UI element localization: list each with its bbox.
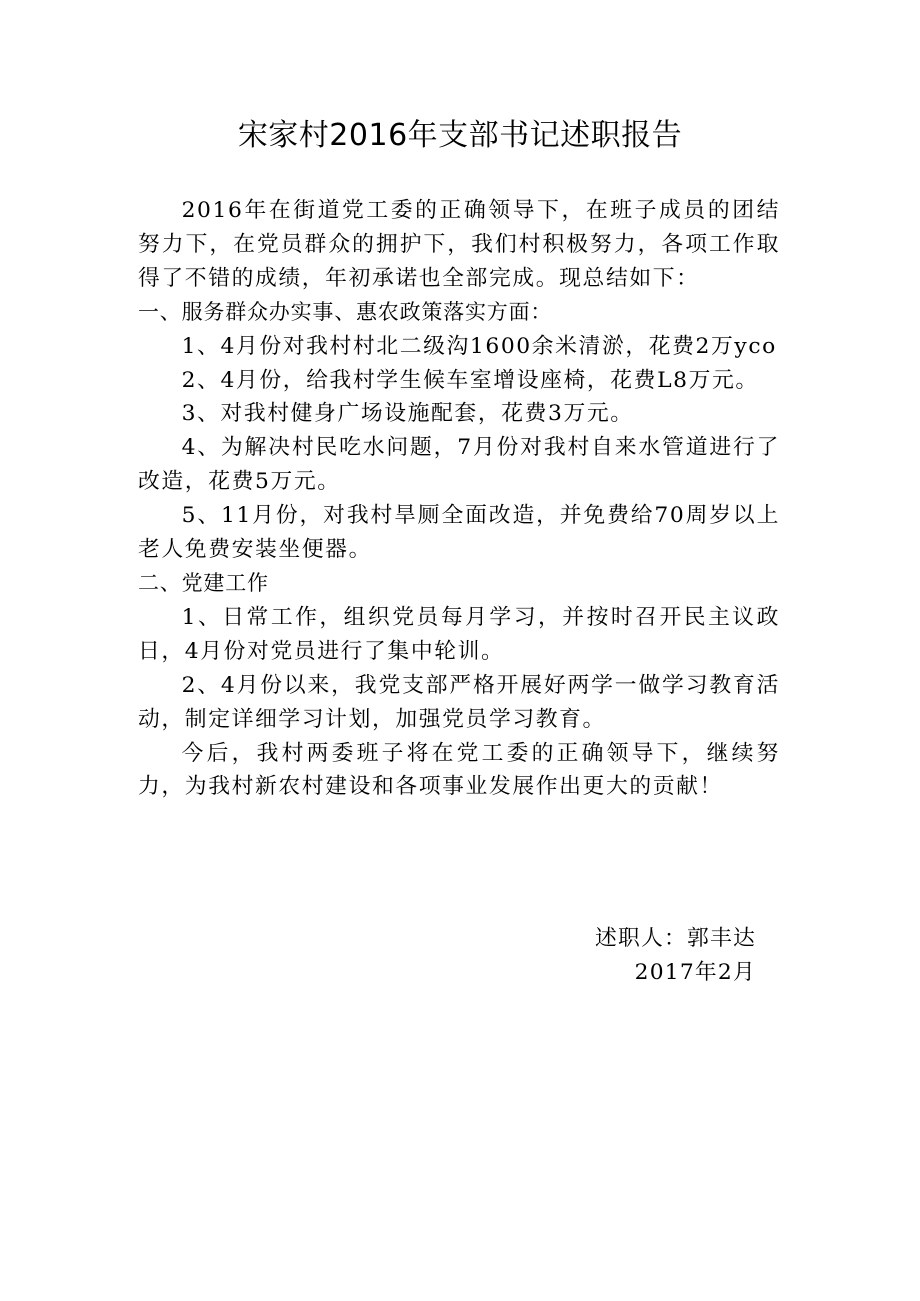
section1-item-4: 4、为解决村民吃水问题，7月份对我村自来水管道进行了改造，花费5万元。: [138, 435, 780, 495]
section1-item-5: 5、11月份，对我村旱厕全面改造，并免费给70周岁以上老人免费安装坐便器。: [138, 503, 780, 563]
intro-paragraph: 2016年在街道党工委的正确领导下，在班子成员的团结努力下，在党员群众的拥护下，我们村积极努力，各项工作取得了不错的成绩，年初承诺也全部完成。现总结如下：: [138, 198, 780, 291]
section2-item-2: 2、4月份以来，我党支部严格开展好两学一做学习教育活动，制定详细学习计划，加强党员学习教育。: [138, 672, 780, 732]
section-heading-1: 一、服务群众办实事、惠农政策落实方面：: [138, 299, 553, 324]
section-heading-2: 二、党建工作: [138, 570, 269, 595]
closing-paragraph: 今后，我村两委班子将在党工委的正确领导下，继续努力，为我村新农村建设和各项事业发展作出更大的贡献！: [138, 740, 780, 800]
document-body: [138, 194, 780, 804]
section2-item-1: 1、日常工作，组织党员每月学习，并按时召开民主议政日，4月份对党员进行了集中轮训。: [138, 604, 780, 664]
section1-item-3: 3、对我村健身广场设施配套，花费3万元。: [181, 401, 634, 427]
signature-date: 2017年2月: [634, 959, 756, 985]
signature-name: 述职人：郭丰达: [595, 926, 756, 951]
section1-item-1: 1、4月份对我村村北二级沟1600余米清淤，花费2万yco: [181, 333, 777, 359]
document-title: 宋家村2016年支部书记述职报告: [237, 118, 683, 153]
section1-item-2: 2、4月份，给我村学生候车室增设座椅，花费L8万元。: [181, 367, 759, 393]
signature-block: [595, 922, 756, 990]
